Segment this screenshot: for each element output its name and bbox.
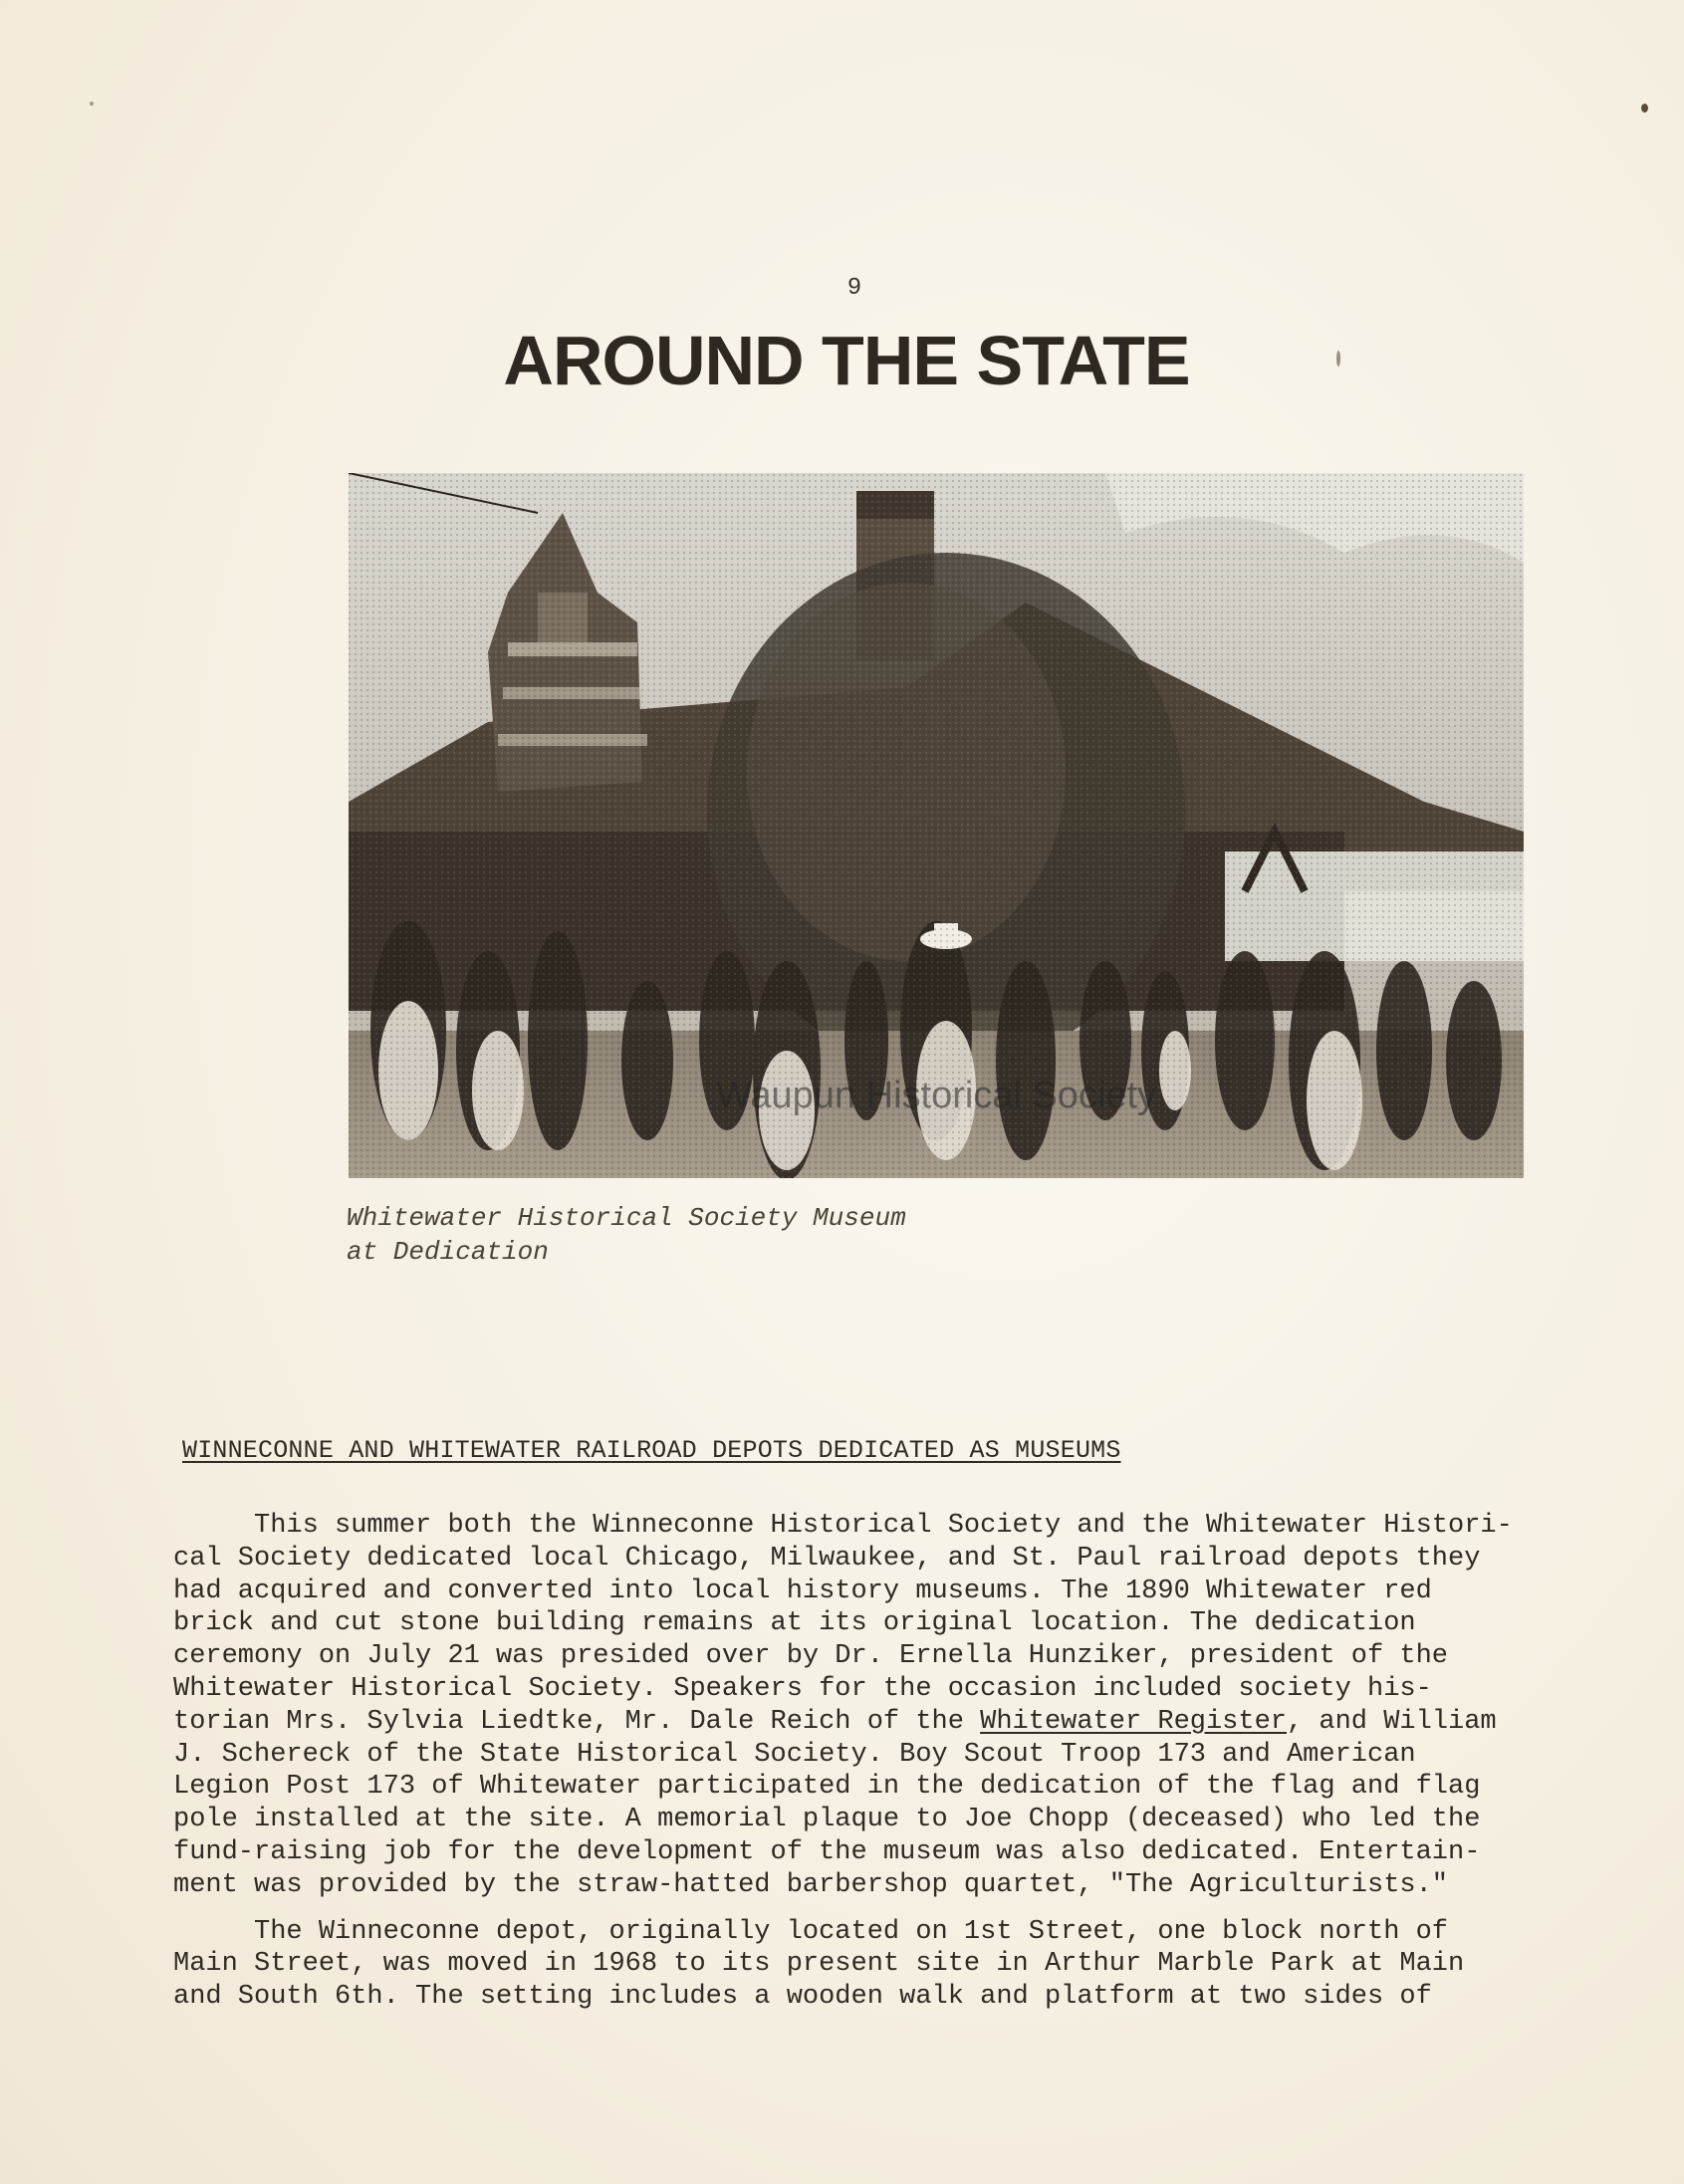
text-line: brick and cut stone building remains at its original location. The dedication xyxy=(173,1608,1416,1639)
text-line-content: The Winneconne depot, originally located on 1st Street, one block north of xyxy=(173,1916,1449,1947)
text-line: J. Schereck of the State Historical Society. Boy Scout Troop 173 and American xyxy=(173,1739,1416,1770)
depot-photo-illustration xyxy=(349,473,1524,1178)
text-line: and South 6th. The setting includes a wooden walk and platform at two sides of xyxy=(173,1982,1432,2013)
newspaper-title: Whitewater Register xyxy=(980,1706,1287,1737)
text-line: Legion Post 173 of Whitewater participated in the dedication of the flag and flag xyxy=(173,1772,1481,1803)
caption-line: at Dedication xyxy=(347,1237,549,1267)
text-line xyxy=(173,1510,1548,1543)
text-line: had acquired and converted into local history museums. The 1890 Whitewater red xyxy=(173,1576,1432,1606)
text-line xyxy=(173,1916,1548,1949)
page-number: 9 xyxy=(846,275,862,302)
paper-speck xyxy=(1336,351,1340,366)
text-line-content: This summer both the Winneconne Historical Society and the Whitewater Histori- xyxy=(173,1511,1513,1541)
paper-speck xyxy=(90,102,94,106)
text-line: ment was provided by the straw-hatted barbershop quartet, "The Agriculturists." xyxy=(173,1869,1449,1900)
depot-photo xyxy=(349,473,1524,1178)
paragraph-gap xyxy=(173,1902,1548,1916)
caption-line: Whitewater Historical Society Museum xyxy=(347,1203,906,1233)
paragraph xyxy=(173,1510,1548,1902)
article-heading: WINNECONNE AND WHITEWATER RAILROAD DEPOTS DEDICATED AS MUSEUMS xyxy=(182,1436,1121,1465)
photo-caption xyxy=(347,1201,1044,1269)
article-body xyxy=(173,1510,1548,2014)
photo-watermark: Waupun Historical Society xyxy=(715,1075,1157,1116)
paper-speck xyxy=(1641,104,1648,113)
text-line: Whitewater Historical Society. Speakers for the occasion included society his- xyxy=(173,1673,1432,1704)
text-line: cal Society dedicated local Chicago, Milwaukee, and St. Paul railroad depots they xyxy=(173,1543,1481,1574)
text-line: pole installed at the site. A memorial plaque to Joe Chopp (deceased) who led the xyxy=(173,1805,1481,1835)
text-line: Main Street, was moved in 1968 to its present site in Arthur Marble Park at Main xyxy=(173,1949,1465,1980)
page-headline: AROUND THE STATE xyxy=(503,322,1190,399)
text-line xyxy=(173,1706,1548,1739)
text-fragment: torian Mrs. Sylvia Liedtke, Mr. Dale Reich of the xyxy=(173,1706,981,1737)
text-line: fund-raising job for the development of the museum was also dedicated. Entertain- xyxy=(173,1836,1481,1867)
paragraph xyxy=(173,1916,1548,2014)
text-fragment: , and William xyxy=(1287,1706,1497,1737)
text-line: ceremony on July 21 was presided over by Dr. Ernella Hunziker, president of the xyxy=(173,1641,1449,1672)
